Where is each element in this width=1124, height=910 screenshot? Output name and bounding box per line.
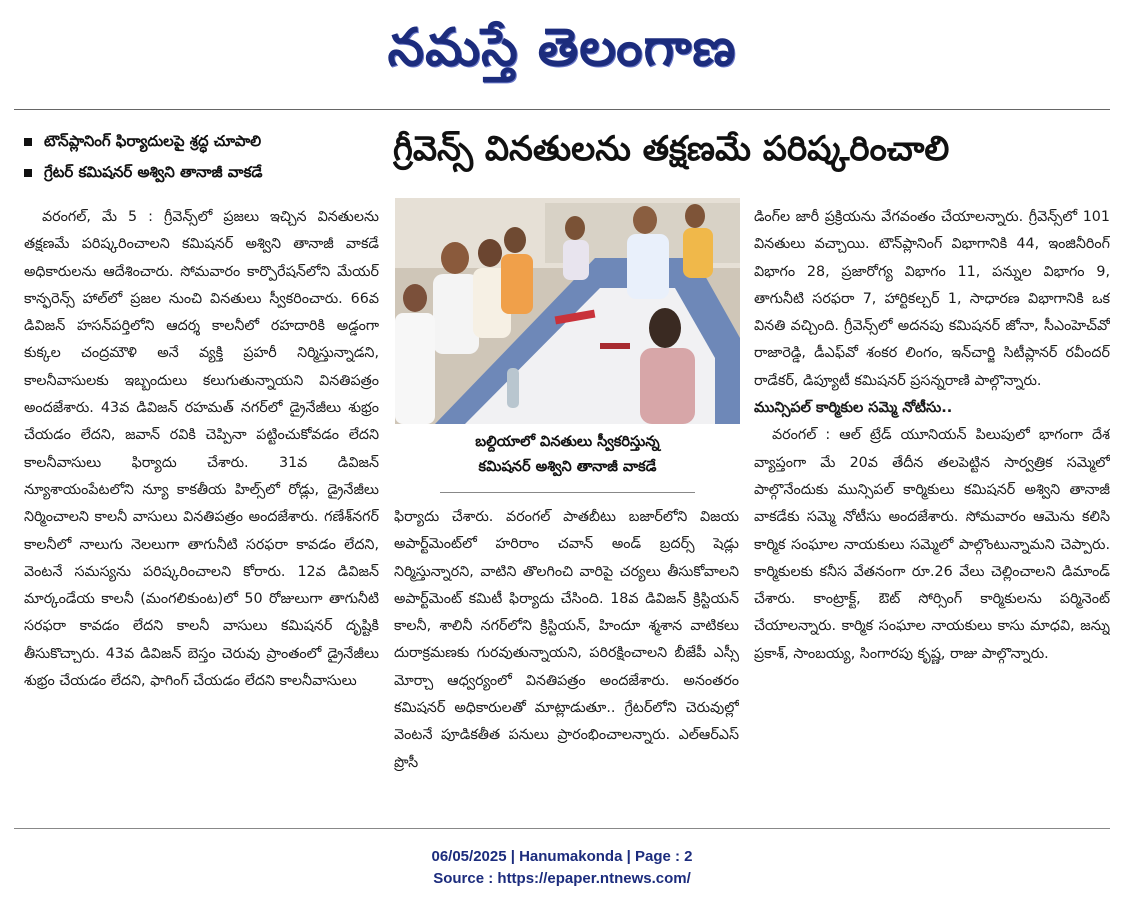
photo-caption — [395, 430, 740, 480]
meeting-photo-image — [395, 198, 740, 424]
footer-divider — [14, 828, 1110, 829]
section-subhead: మున్సిపల్ కార్మికుల సమ్మె నోటీసు.. — [754, 400, 953, 417]
article-paragraph: వరంగల్ : ఆల్ ట్రేడ్ యూనియన్ పిలుపులో భాగంగా దేశ వ్యాప్తంగా మే 20వ తేదీన తలపెట్టిన సార్వత్రిక సమ్మెలో పాల్గొనేందుకు మున్సిపల్ కార్మికులు కమిషనర్ అశ్విని తానాజీ వాకడేకు సమ్మె నోటీసు అందజేశారు. సోమవారం ఆమెను కలిసి కార్మిక సంఘాల నాయకులు సమ్మెలో పాల్గొంటున్నామని చెప్పారు. కార్మికులకు కనీస వేతనంగా రూ.26 వేలు చెల్లించాలని డిమాండ్ చేశారు. కాంట్రాక్ట్, ఔట్ సోర్సింగ్ కార్మికులను పర్మినెంట్ చేయాలన్నారు. కార్మిక సంఘాల నాయకులు కాసు మాధవి, జన్ను ప్రకాశ్, సాంబయ్య, సింగారపు కృష్ణ, రాజు పాల్గొన్నారు. — [754, 427, 1110, 662]
article-paragraph: ఫిర్యాదు చేశారు. వరంగల్ పాతబీటు బజార్‌లోని విజయ అపార్ట్‌మెంట్‌లో హరిరాం చవాన్ అండ్ బ్రదర్స్ షెడ్లు నిర్మిస్తున్నారని, వాటిని తొలగించి వారిపై చర్యలు తీసుకోవాలని అపార్ట్‌మెంట్ కమిటీ ఫిర్యాదు చేసింది. 18వ డివిజన్ క్రిస్టియన్ కాలనీ, శాలినీ నగర్‌లోని క్రిస్టియన్, హిందూ శ్మశాన వాటికలు దురాక్రమణకు గురవుతున్నాయని, పరిరక్షించాలని బీజేపీ ఎస్సీ మోర్చా ఆధ్వర్యంలో వినతిపత్రం అందజేశారు. అనంతరం కమిషనర్ అధికారులతో మాట్లాడుతూ.. గ్రేటర్‌లోని చెరువుల్లో వెంటనే పూడికతీత పనులు ప్రారంభించాలన్నారు. ఎల్‌ఆర్‌ఎస్ ప్రొసీ — [394, 509, 739, 771]
article-headline: గ్రీవెన్స్ వినతులను తక్షణమే పరిష్కరించాలి — [393, 129, 950, 169]
article-column-3 — [754, 204, 1110, 824]
article-column-2 — [394, 504, 739, 824]
footer-source-link[interactable]: Source : https://epaper.ntnews.com/ — [433, 870, 691, 887]
article-column-1 — [24, 204, 379, 824]
article-paragraph: వరంగల్, మే 5 : గ్రీవెన్స్‌లో ప్రజలు ఇచ్చిన వినతులను తక్షణమే పరిష్కరించాలని కమిషనర్ అశ్విని తానాజీ వాకడే అధికారులను ఆదేశించారు. సోమవారం కార్పొరేషన్‌లోని మేయర్ కాన్ఫరెన్స్ హాల్‌లో ప్రజల నుంచి వినతులు స్వీకరించారు. 66వ డివిజన్ హసన్‌పర్తిలోని ఆదర్శ కాలనీలో రహదారికి అడ్డంగా కుక్కల చంద్రమౌళి అనే వ్యక్తి ప్రహరీ నిర్మిస్తున్నాడని, కాలనీవాసులకు ఇబ్బందులు కలుగుతున్నాయని వినతిపత్రం అందజేశారు. 43వ డివిజన్ రహమత్ నగర్‌లో డ్రైనేజీలు శుభ్రం చేయడం లేదని, జవాన్ రవికి చెప్పినా పట్టించుకోవడం లేదని కాలనీవాసులు ఫిర్యాదు చేశారు. 31వ డివిజన్ న్యూశాయంపేటలోని న్యూ కాకతీయ హిల్స్‌లో రోడ్లు, డ్రైనేజీలు నిర్మించాలని కాలనీ వాసులు వినతిపత్రం అందజేశారు. గణేశ్‌నగర్ కాలనీలో నాలుగు నెలలుగా తాగునీటి సరఫరా కావడం లేదని, వెంటనే సమస్యను పరిష్కరించాలని కోరారు. 12వ డివిజన్ మార్కండేయ కాలనీ (మంగలికుంట)లో 50 రోజులుగా తాగునీటి సరఫరా కావడం లేదని కాలనీ వాసులు కమిషనర్ దృష్టికి తీసుకొచ్చారు. 43వ డివిజన్ బెస్తం చెరువు ప్రాంతంలో డ్రైనేజీలు శుభ్రం చేయడం లేదని, ఫాగింగ్ చేయడం లేదని కాలనీవాసులు — [24, 209, 379, 690]
footer-date-page: 06/05/2025 | Hanumakonda | Page : 2 — [431, 848, 693, 865]
caption-divider — [440, 492, 695, 493]
sub-headlines — [24, 126, 379, 188]
footer — [0, 846, 1124, 890]
bullet-square-icon — [24, 138, 32, 146]
photo-caption-line: కమిషనర్ అశ్విని తానాజీ వాకడే — [478, 459, 657, 475]
masthead-title: నమస్తే తెలంగాణ — [387, 18, 737, 78]
sub-headline: గ్రేటర్ కమిషనర్ అశ్విని తానాజీ వాకడే — [24, 157, 379, 188]
masthead-divider — [14, 109, 1110, 110]
article-paragraph: డింగ్‌ల జారీ ప్రక్రియను వేగవంతం చేయాలన్నారు. గ్రీవెన్స్‌లో 101 వినతులు వచ్చాయి. టౌన్‌ప్లానింగ్ విభాగానికి 44, ఇంజినీరింగ్ విభాగం 28, ప్రజారోగ్య విభాగం 11, పన్నుల విభాగం 9, తాగునీటి సరఫరా 7, హార్టికల్చర్ 1, సాధారణ విభాగానికి ఒక వినతి వచ్చింది. గ్రీవెన్స్‌లో అదనపు కమిషనర్ జోనా, సీఎంహెచ్‌వో రాజారెడ్డి, డీఎఫ్‌వో శంకర లింగం, ఇన్‌చార్జి సిటీప్లానర్ రవీందర్ రాడేకర్, డిప్యూటీ కమిషనర్ ప్రసన్నరాణి పాల్గొన్నారు. — [754, 209, 1110, 389]
photo-caption-line: బల్దియాలో వినతులు స్వీకరిస్తున్న — [475, 434, 660, 450]
masthead — [0, 8, 1124, 93]
sub-headline: టౌన్‌ప్లానింగ్ ఫిర్యాదులపై శ్రద్ధ చూపాలి — [24, 126, 379, 157]
article-photo — [395, 198, 740, 424]
bullet-square-icon — [24, 169, 32, 177]
